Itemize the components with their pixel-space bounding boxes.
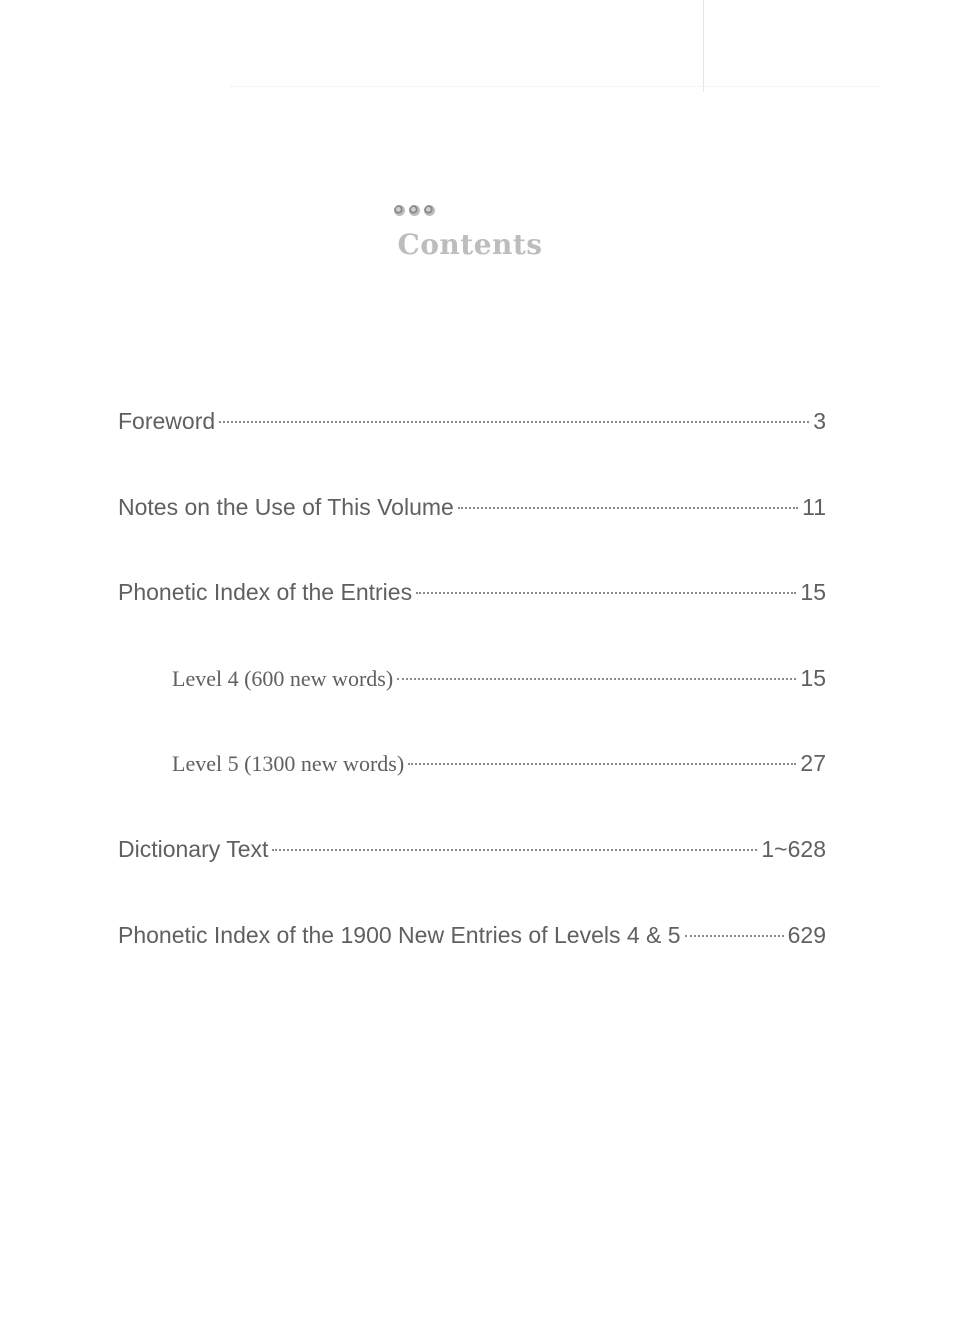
toc-leader-dots (416, 592, 796, 594)
toc-entry-phonetic-index[interactable] (118, 579, 826, 609)
toc-entry-new-entries-index[interactable] (118, 922, 826, 952)
toc-page-number: 15 (800, 665, 826, 691)
toc-entry-foreword[interactable] (118, 408, 826, 438)
toc-entry-level-5[interactable] (172, 750, 826, 780)
toc-entry-level-4[interactable] (172, 665, 826, 695)
toc-entry-dictionary-text[interactable] (118, 836, 826, 866)
toc-entry-label: Notes on the Use of This Volume (118, 494, 454, 520)
toc-page-number: 15 (800, 579, 826, 605)
toc-page-number: 3 (813, 408, 826, 434)
toc-page-number: 11 (802, 494, 826, 520)
toc-entry-label: Phonetic Index of the 1900 New Entries of Levels 4 & 5 (118, 922, 681, 948)
toc-leader-dots (272, 849, 757, 851)
toc-entry-label: Level 4 (600 new words) (172, 666, 394, 691)
page-title: Contents (397, 228, 543, 261)
toc-page-number: 27 (800, 750, 826, 776)
toc-entry-label: Phonetic Index of the Entries (118, 579, 413, 605)
ornament-dot-icon (409, 205, 420, 216)
toc-entry-label: Foreword (118, 408, 216, 434)
toc-leader-dots (685, 935, 784, 937)
scan-artifact-line (703, 0, 704, 92)
toc-leader-dots (408, 763, 796, 765)
toc-leader-dots (219, 421, 809, 423)
toc-page-number: 1~628 (761, 836, 826, 862)
toc-entry-notes[interactable] (118, 494, 826, 524)
toc-leader-dots (397, 678, 796, 680)
toc-entry-label: Dictionary Text (118, 836, 269, 862)
ornament-dot-icon (394, 205, 405, 216)
toc-leader-dots (458, 507, 798, 509)
title-ornament-icon (394, 205, 435, 216)
toc-page-number: 629 (787, 922, 826, 948)
toc-entry-label: Level 5 (1300 new words) (172, 751, 405, 776)
scan-artifact-dots (230, 86, 880, 89)
ornament-dot-icon (424, 205, 435, 216)
